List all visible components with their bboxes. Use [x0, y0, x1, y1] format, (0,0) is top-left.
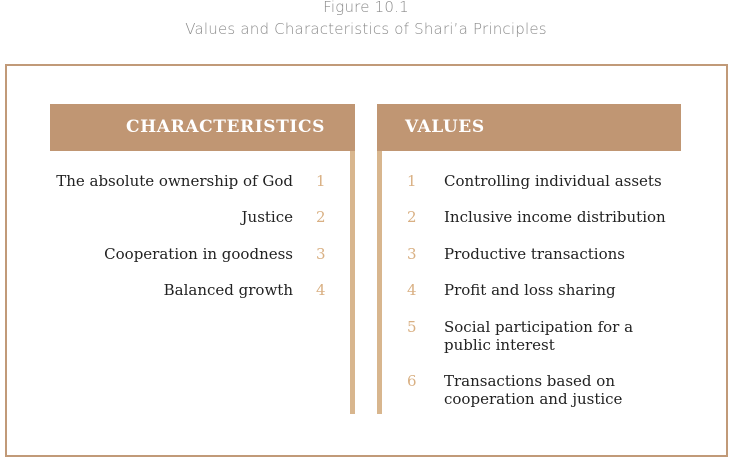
value-item-number: 1 — [407, 172, 417, 190]
figure-label: Figure 10.1 — [323, 0, 409, 16]
value-item-number: 6 — [407, 372, 417, 390]
characteristic-item-number: 1 — [316, 172, 326, 190]
value-item-number: 3 — [407, 245, 417, 263]
characteristic-item-number: 3 — [316, 245, 326, 263]
value-item-number: 2 — [407, 208, 417, 226]
characteristic-item-number: 2 — [316, 208, 326, 226]
value-item-number: 4 — [407, 281, 417, 299]
characteristic-item-text: Cooperation in goodness — [104, 245, 293, 263]
characteristic-item-text: The absolute ownership of God — [56, 172, 293, 190]
value-item-text: Productive transactions — [444, 245, 625, 263]
value-item-text: Controlling individual assets — [444, 172, 662, 190]
value-item-text: Profit and loss sharing — [444, 281, 616, 299]
value-item-text: Transactions based on cooperation and justice — [444, 372, 623, 408]
characteristics-divider-bar — [350, 151, 355, 414]
characteristic-item-text: Justice — [241, 208, 293, 226]
value-item-text: Inclusive income distribution — [444, 208, 666, 226]
characteristic-item-number: 4 — [316, 281, 326, 299]
figure-title: Values and Characteristics of Shari’a Principles — [185, 20, 547, 38]
value-item-text: Social participation for a public interest — [444, 318, 634, 354]
values-header: VALUES — [377, 104, 681, 151]
values-divider-bar — [377, 151, 382, 414]
characteristic-item-text: Balanced growth — [163, 281, 293, 299]
value-item-number: 5 — [407, 318, 417, 336]
characteristics-header: CHARACTERISTICS — [50, 104, 355, 151]
